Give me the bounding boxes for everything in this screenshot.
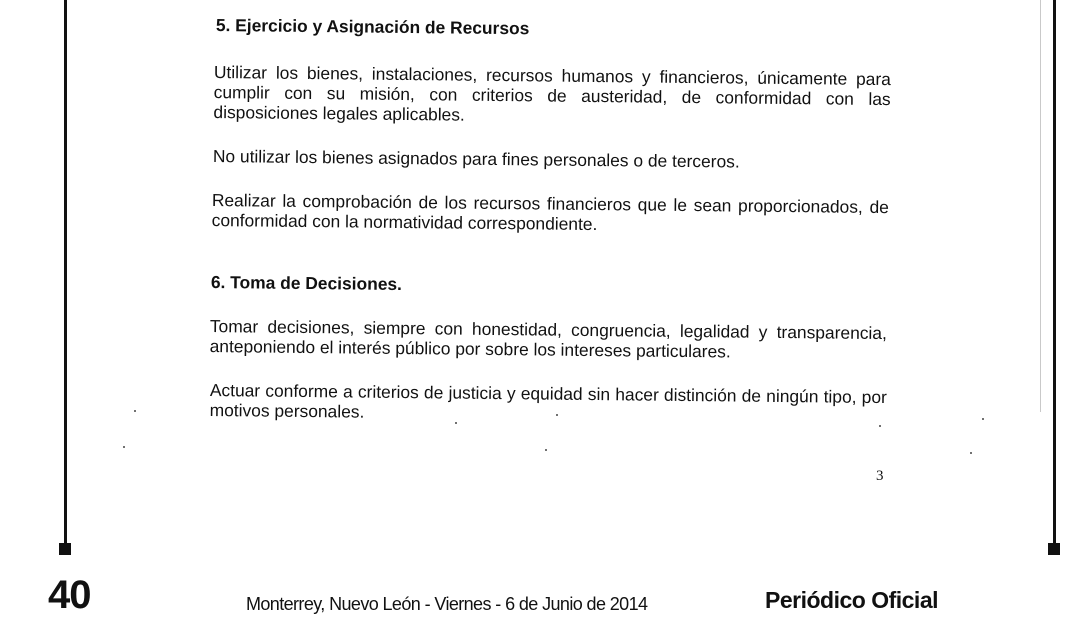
inner-page-number: 3 <box>876 468 884 484</box>
scan-speck <box>545 449 547 451</box>
right-frame-line <box>1053 0 1056 543</box>
section-6-paragraph-2: Actuar conforme a criterios de justicia y equidad sin hacer distinción de ningún tipo, por motivos personales. <box>209 380 887 422</box>
scan-speck <box>982 418 984 420</box>
section-6-heading: 6. Toma de Decisiones. <box>210 272 403 294</box>
section-5-heading: 5. Ejercicio y Asignación de Recursos <box>215 15 530 39</box>
scan-speck <box>879 425 881 427</box>
scan-speck <box>556 414 558 416</box>
footer-place-date: Monterrey, Nuevo León - Viernes - 6 de Junio de 2014 <box>246 594 648 614</box>
right-frame-end-marker <box>1048 543 1060 555</box>
section-6-paragraph-1: Tomar decisiones, siempre con honestidad, congruencia, legalidad y transparencia, anteponiendo el interés público por sobre los intereses particulares. <box>209 316 887 362</box>
scan-speck <box>123 446 125 448</box>
left-frame-end-marker <box>59 543 71 555</box>
footer-page-number: 40 <box>48 573 91 617</box>
section-5-paragraph-3: Realizar la comprobación de los recursos financieros que le sean proporcionados, de conformidad con la normatividad correspondiente. <box>211 190 889 235</box>
left-frame-line <box>64 0 67 543</box>
scan-speck <box>455 422 457 424</box>
section-5-paragraph-2: No utilizar los bienes asignados para fines personales o de terceros. <box>212 146 740 172</box>
footer-publication-name: Periódico Oficial <box>765 587 938 613</box>
scan-speck <box>970 452 972 454</box>
section-5-paragraph-1: Utilizar los bienes, instalaciones, recursos humanos y financieros, únicamente para cumplir con su misión, con criterios de austeridad, de conformidad con las disposiciones legales aplicables. <box>213 62 891 125</box>
scan-speck <box>134 410 136 412</box>
scanned-page-edge <box>1040 0 1041 412</box>
